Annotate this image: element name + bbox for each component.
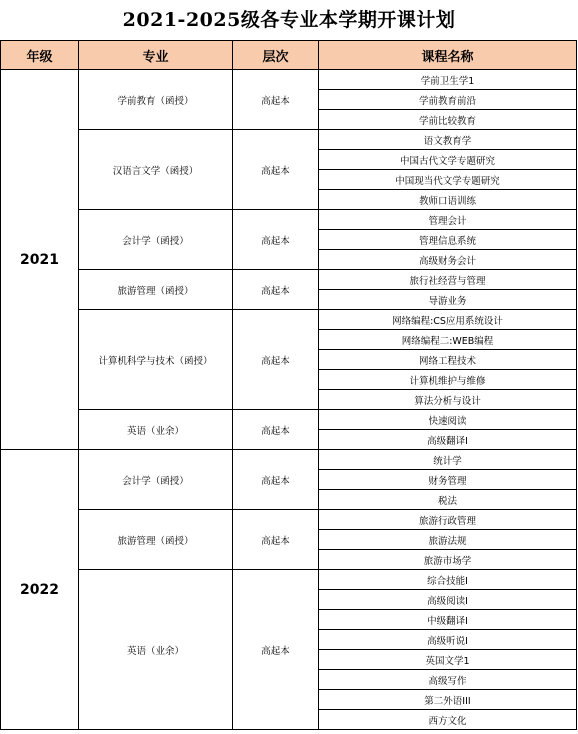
major-cell: 学前教育（函授）	[79, 70, 233, 130]
course-cell: 旅游行政管理	[319, 510, 577, 530]
table-row	[1, 130, 577, 150]
course-cell: 中国古代文学专题研究	[319, 150, 577, 170]
level-cell: 高起本	[233, 70, 319, 130]
course-cell: 管理会计	[319, 210, 577, 230]
level-cell: 高起本	[233, 130, 319, 210]
course-cell: 英国文学1	[319, 650, 577, 670]
header-level: 层次	[233, 41, 319, 70]
course-cell: 导游业务	[319, 290, 577, 310]
course-cell: 学前比较教育	[319, 110, 577, 130]
table-row	[1, 450, 577, 470]
table-row	[1, 210, 577, 230]
course-cell: 学前卫生学1	[319, 70, 577, 90]
header-major: 专业	[79, 41, 233, 70]
table-row	[1, 410, 577, 430]
course-plan-table	[0, 40, 577, 730]
course-cell: 管理信息系统	[319, 230, 577, 250]
table-row	[1, 270, 577, 290]
level-cell: 高起本	[233, 270, 319, 310]
course-cell: 西方文化	[319, 710, 577, 730]
major-cell: 旅游管理（函授）	[79, 270, 233, 310]
level-cell: 高起本	[233, 310, 319, 410]
course-cell: 税法	[319, 490, 577, 510]
header-year: 年级	[1, 41, 79, 70]
level-cell: 高起本	[233, 450, 319, 510]
course-cell: 旅游法规	[319, 530, 577, 550]
course-cell: 旅游市场学	[319, 550, 577, 570]
course-cell: 学前教育前沿	[319, 90, 577, 110]
major-cell: 计算机科学与技术（函授）	[79, 310, 233, 410]
course-cell: 网络工程技术	[319, 350, 577, 370]
page-title: 2021-2025级各专业本学期开课计划	[122, 9, 456, 31]
year-cell: 2022	[1, 450, 79, 730]
course-cell: 高级阅读I	[319, 590, 577, 610]
course-cell: 高级财务会计	[319, 250, 577, 270]
header-row	[1, 41, 577, 70]
header-course: 课程名称	[319, 41, 577, 70]
table-row	[1, 570, 577, 590]
major-cell: 英语（业余）	[79, 410, 233, 450]
level-cell: 高起本	[233, 510, 319, 570]
level-cell: 高起本	[233, 570, 319, 730]
course-cell: 网络编程:CS应用系统设计	[319, 310, 577, 330]
major-cell: 会计学（函授）	[79, 450, 233, 510]
table-row	[1, 310, 577, 330]
course-cell: 教师口语训练	[319, 190, 577, 210]
course-cell: 高级听说I	[319, 630, 577, 650]
level-cell: 高起本	[233, 210, 319, 270]
course-cell: 高级写作	[319, 670, 577, 690]
major-cell: 英语（业余）	[79, 570, 233, 730]
course-cell: 快速阅读	[319, 410, 577, 430]
major-cell: 会计学（函授）	[79, 210, 233, 270]
course-cell: 计算机维护与维修	[319, 370, 577, 390]
table-row	[1, 510, 577, 530]
course-cell: 中级翻译I	[319, 610, 577, 630]
course-cell: 财务管理	[319, 470, 577, 490]
course-cell: 高级翻译I	[319, 430, 577, 450]
course-cell: 中国现当代文学专题研究	[319, 170, 577, 190]
course-cell: 综合技能I	[319, 570, 577, 590]
course-cell: 统计学	[319, 450, 577, 470]
course-cell: 第二外语III	[319, 690, 577, 710]
table-body	[1, 70, 577, 730]
course-cell: 语文教育学	[319, 130, 577, 150]
course-cell: 算法分析与设计	[319, 390, 577, 410]
level-cell: 高起本	[233, 410, 319, 450]
major-cell: 旅游管理（函授）	[79, 510, 233, 570]
course-cell: 旅行社经营与管理	[319, 270, 577, 290]
year-cell: 2021	[1, 70, 79, 450]
course-cell: 网络编程二:WEB编程	[319, 330, 577, 350]
major-cell: 汉语言文学（函授）	[79, 130, 233, 210]
table-row	[1, 70, 577, 90]
